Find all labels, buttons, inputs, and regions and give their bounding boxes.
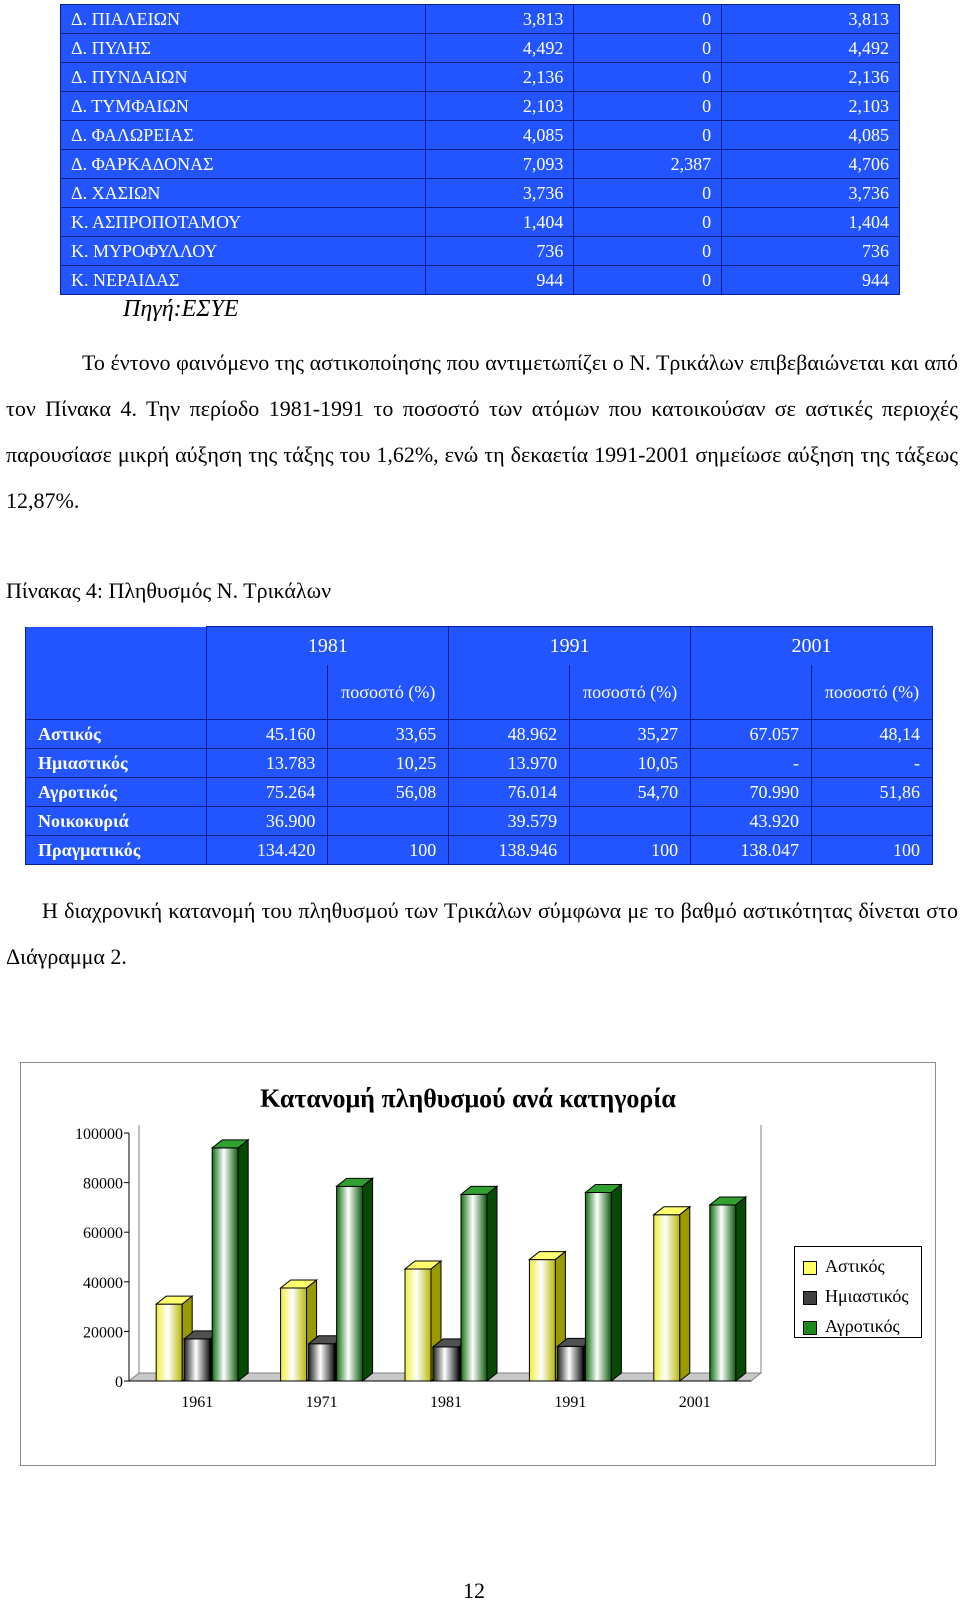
municipality-name-cell: Δ. ΠΥΝΔΑΙΩΝ: [61, 63, 426, 92]
percent-cell: 100: [812, 836, 933, 865]
table-row: [26, 720, 933, 749]
count-cell: 43.920: [691, 807, 812, 836]
pct-header: ποσοστό (%): [328, 665, 449, 720]
value-cell: 4,706: [722, 150, 900, 179]
legend-item-rural: Αγροτικός: [803, 1315, 900, 1337]
legend-item-urban: Αστικός: [803, 1255, 885, 1277]
value-cell: 944: [425, 266, 574, 295]
bar-urban: [654, 1207, 690, 1381]
value-cell: 7,093: [425, 150, 574, 179]
value-cell: 0: [574, 237, 722, 266]
legend-swatch-semiurban: [803, 1291, 817, 1305]
bar-rural: [710, 1197, 746, 1381]
count-cell: 76.014: [449, 778, 570, 807]
year-header-1981: 1981: [207, 627, 449, 666]
value-cell: 2,136: [425, 63, 574, 92]
y-tick-label: 100000: [75, 1126, 123, 1143]
percent-cell: 10,05: [570, 749, 691, 778]
y-tick-label: 20000: [83, 1324, 123, 1342]
value-cell: 4,085: [722, 121, 900, 150]
municipality-name-cell: Κ. ΝΕΡΑΙΔΑΣ: [61, 266, 426, 295]
x-tick-label: 1991: [554, 1394, 587, 1411]
percent-cell: -: [812, 749, 933, 778]
value-cell: 3,736: [722, 179, 900, 208]
value-cell: 0: [574, 208, 722, 237]
municipality-name-cell: Κ. ΜΥΡΟΦΥΛΛΟΥ: [61, 237, 426, 266]
count-cell: 138.047: [691, 836, 812, 865]
table-row: [61, 34, 900, 63]
table-caption: Πίνακας 4: Πληθυσμός Ν. Τρικάλων: [6, 578, 332, 603]
table-row: [61, 208, 900, 237]
value-cell: 736: [425, 237, 574, 266]
year-header-row: [26, 627, 933, 666]
count-cell: 13.783: [207, 749, 328, 778]
value-cell: 0: [574, 92, 722, 121]
value-cell: 0: [574, 266, 722, 295]
table-row: [61, 121, 900, 150]
header-blank-cell: [26, 627, 207, 720]
value-cell: 0: [574, 179, 722, 208]
year-header-2001: 2001: [691, 627, 933, 666]
percent-cell: [812, 807, 933, 836]
percent-cell: 51,86: [812, 778, 933, 807]
percent-cell: [570, 807, 691, 836]
value-cell: 2,103: [722, 92, 900, 121]
category-label-cell: Ημιαστικός: [26, 749, 207, 778]
count-header-blank: [691, 665, 812, 720]
x-tick-label: 2001: [678, 1394, 711, 1411]
value-cell: 3,813: [722, 5, 900, 34]
distribution-paragraph: Η διαχρονική κατανομή του πληθυσμού των Τρικάλων σύμφωνα με το βαθμό αστικότητας δίνεται στο Διάγραμμα 2.: [6, 898, 958, 969]
table-row: [26, 836, 933, 865]
percent-cell: 100: [328, 836, 449, 865]
pct-header: ποσοστό (%): [812, 665, 933, 720]
y-tick-label: 40000: [83, 1274, 123, 1292]
table-source: Πηγή:ΕΣΥΕ: [123, 296, 239, 322]
count-cell: 48.962: [449, 720, 570, 749]
y-tick-label: 0: [115, 1374, 123, 1391]
table-row: [61, 179, 900, 208]
legend-swatch-urban: [803, 1261, 817, 1275]
legend-swatch-rural: [803, 1321, 817, 1335]
municipality-name-cell: Δ. ΠΙΑΛΕΙΩΝ: [61, 5, 426, 34]
table-row: [61, 150, 900, 179]
value-cell: 1,404: [425, 208, 574, 237]
count-cell: 13.970: [449, 749, 570, 778]
bar-rural: [337, 1178, 373, 1381]
category-label-cell: Πραγματικός: [26, 836, 207, 865]
value-cell: 2,103: [425, 92, 574, 121]
value-cell: 3,813: [425, 5, 574, 34]
category-label-cell: Αγροτικός: [26, 778, 207, 807]
value-cell: 4,492: [722, 34, 900, 63]
count-cell: 134.420: [207, 836, 328, 865]
value-cell: 736: [722, 237, 900, 266]
municipality-name-cell: Δ. ΧΑΣΙΩΝ: [61, 179, 426, 208]
value-cell: 2,387: [574, 150, 722, 179]
page-number: 12: [463, 1578, 485, 1603]
year-header-1991: 1991: [449, 627, 691, 666]
chart-legend: [794, 1246, 922, 1338]
category-label-cell: Αστικός: [26, 720, 207, 749]
table-row: [26, 778, 933, 807]
count-header-blank: [449, 665, 570, 720]
table-row: [61, 92, 900, 121]
urbanization-paragraph: Το έντονο φαινόμενο της αστικοποίησης που αντιμετωπίζει ο Ν. Τρικάλων επιβεβαιώνεται και από τον Πίνακα 4. Την περίοδο 1981-1991 το ποσοστό των ατόμων που κατοικούσαν σε αστικές περιοχές παρουσίασε μικρή αύξηση της τάξης του 1,62%, ενώ τη δεκαετία 1991-2001 σημείωσε αύξηση της τάξεως 12,87%.: [6, 350, 958, 513]
percent-cell: 56,08: [328, 778, 449, 807]
value-cell: 1,404: [722, 208, 900, 237]
count-cell: 45.160: [207, 720, 328, 749]
value-cell: 0: [574, 121, 722, 150]
bar-rural: [461, 1186, 497, 1381]
table-row: [26, 749, 933, 778]
count-cell: 75.264: [207, 778, 328, 807]
count-cell: 70.990: [691, 778, 812, 807]
bar-rural: [585, 1184, 621, 1381]
percent-cell: 100: [570, 836, 691, 865]
value-cell: 2,136: [722, 63, 900, 92]
municipality-name-cell: Δ. ΦΑΛΩΡΕΙΑΣ: [61, 121, 426, 150]
x-tick-label: 1981: [430, 1394, 462, 1411]
chart-title: Κατανομή πληθυσμού ανά κατηγορία: [260, 1084, 676, 1113]
value-cell: 0: [574, 5, 722, 34]
percent-cell: [328, 807, 449, 836]
count-cell: 36.900: [207, 807, 328, 836]
table-row: [61, 237, 900, 266]
table-row: [26, 807, 933, 836]
percent-cell: 48,14: [812, 720, 933, 749]
table-row: [61, 63, 900, 92]
value-cell: 0: [574, 63, 722, 92]
y-tick-label: 80000: [83, 1175, 123, 1193]
legend-item-semiurban: Ημιαστικός: [803, 1285, 909, 1307]
table-row: [61, 266, 900, 295]
count-cell: 138.946: [449, 836, 570, 865]
percent-cell: 33,65: [328, 720, 449, 749]
y-tick-label: 60000: [83, 1225, 123, 1243]
municipality-name-cell: Κ. ΑΣΠΡΟΠΟΤΑΜΟΥ: [61, 208, 426, 237]
category-label-cell: Νοικοκυριά: [26, 807, 207, 836]
percent-cell: 10,25: [328, 749, 449, 778]
value-cell: 4,085: [425, 121, 574, 150]
bar-rural: [212, 1140, 248, 1381]
count-header-blank: [207, 665, 328, 720]
percent-cell: 35,27: [570, 720, 691, 749]
municipal-population-table: [60, 4, 900, 295]
count-cell: 67.057: [691, 720, 812, 749]
municipality-name-cell: Δ. ΠΥΛΗΣ: [61, 34, 426, 63]
municipality-name-cell: Δ. ΤΥΜΦΑΙΩΝ: [61, 92, 426, 121]
x-tick-label: 1971: [305, 1394, 338, 1411]
value-cell: 944: [722, 266, 900, 295]
percent-cell: 54,70: [570, 778, 691, 807]
value-cell: 3,736: [425, 179, 574, 208]
value-cell: 0: [574, 34, 722, 63]
value-cell: 4,492: [425, 34, 574, 63]
count-cell: -: [691, 749, 812, 778]
count-cell: 39.579: [449, 807, 570, 836]
x-tick-label: 1961: [181, 1394, 214, 1411]
trikala-population-table: [25, 626, 933, 865]
pct-header: ποσοστό (%): [570, 665, 691, 720]
table-row: [61, 5, 900, 34]
municipality-name-cell: Δ. ΦΑΡΚΑΔΟΝΑΣ: [61, 150, 426, 179]
